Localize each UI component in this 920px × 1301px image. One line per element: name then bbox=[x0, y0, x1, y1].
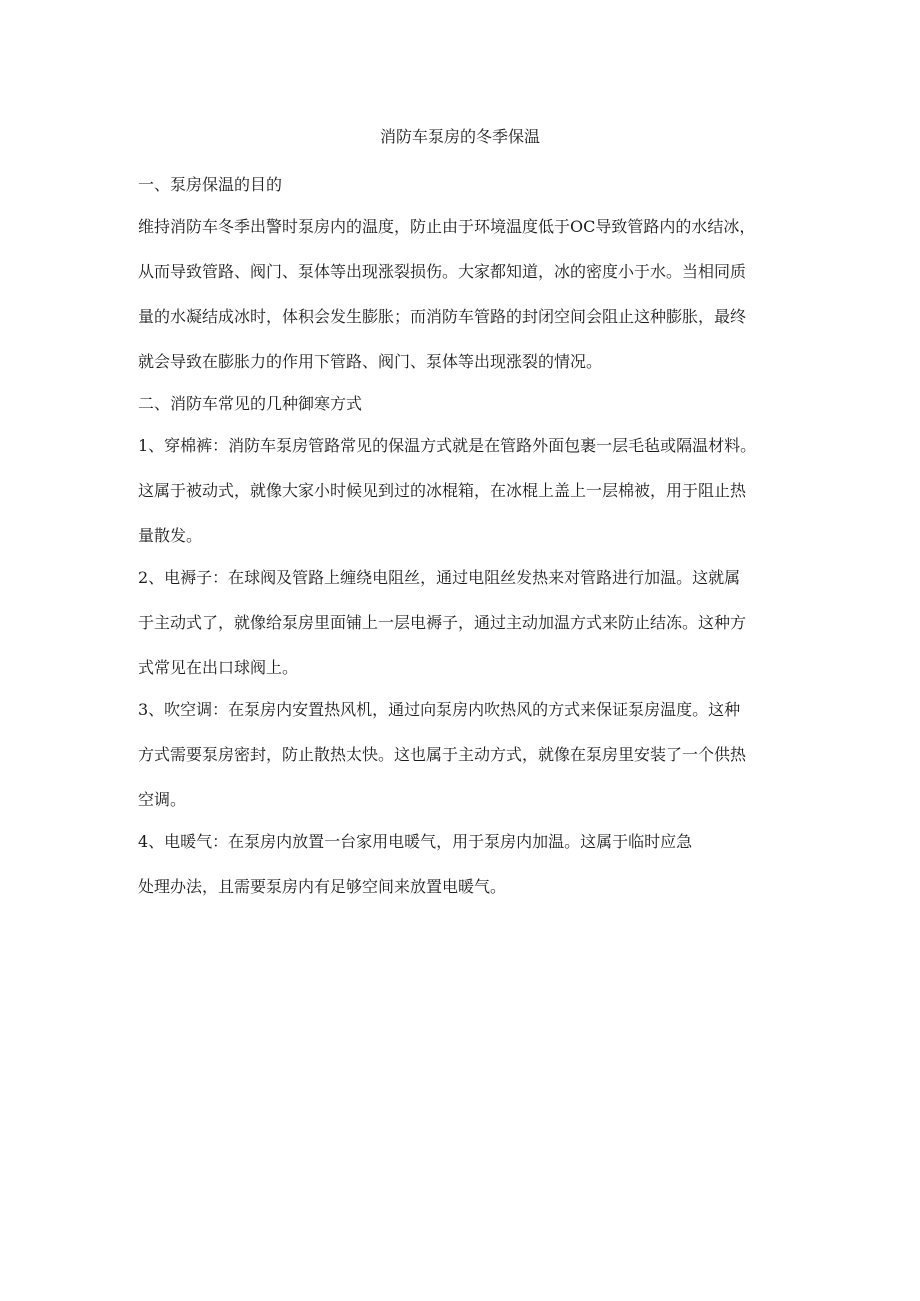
method-item-air-conditioning bbox=[138, 695, 798, 815]
paragraph-line: 处理办法，且需要泵房内有足够空间来放置电暖气。 bbox=[138, 877, 507, 896]
paragraph-line: 这属于被动式，就像大家小时候见到过的冰棍箱，在冰棍上盖上一层棉被，用于阻止热 bbox=[138, 481, 747, 500]
paragraph-line: 4、电暖气：在泵房内放置一台家用电暖气，用于泵房内加温。这属于临时应急 bbox=[138, 832, 693, 851]
paragraph-line: 于主动式了，就像给泵房里面铺上一层电褥子，通过主动加温方式来防止结冻。这种方 bbox=[138, 613, 747, 632]
paragraph-line: 式常见在出口球阀上。 bbox=[138, 658, 299, 677]
paragraph-purpose bbox=[138, 212, 798, 377]
paragraph-line: 就会导致在膨胀力的作用下管路、阀门、泵体等出现涨裂的情况。 bbox=[138, 352, 603, 371]
paragraph-line: 1、穿棉裤：消防车泵房管路常见的保温方式就是在管路外面包裹一层毛毡或隔温材料。 bbox=[138, 436, 757, 455]
method-item-electric-blanket bbox=[138, 563, 798, 683]
paragraph-line: 量散发。 bbox=[138, 526, 203, 545]
method-item-electric-heater bbox=[138, 827, 798, 902]
paragraph-line: 维持消防车冬季出警时泵房内的温度，防止由于环境温度低于OC导致管路内的水结冰， bbox=[138, 217, 756, 236]
paragraph-line: 2、电褥子：在球阀及管路上缠绕电阻丝，通过电阻丝发热来对管路进行加温。这就属 bbox=[138, 568, 741, 587]
paragraph-line: 从而导致管路、阀门、泵体等出现涨裂损伤。大家都知道，冰的密度小于水。当相同质 bbox=[138, 262, 747, 281]
section-heading-purpose: 一、泵房保温的目的 bbox=[138, 175, 283, 194]
paragraph-line: 空调。 bbox=[138, 790, 187, 809]
document-title: 消防车泵房的冬季保温 bbox=[379, 127, 540, 146]
paragraph-line: 方式需要泵房密封，防止散热太快。这也属于主动方式，就像在泵房里安装了一个供热 bbox=[138, 745, 747, 764]
paragraph-line: 量的水凝结成冰时，体积会发生膨胀；而消防车管路的封闭空间会阻止这种膨胀，最终 bbox=[138, 307, 747, 326]
section-heading-methods: 二、消防车常见的几种御寒方式 bbox=[138, 394, 363, 413]
document-body bbox=[138, 170, 798, 914]
paragraph-line: 3、吹空调：在泵房内安置热风机，通过向泵房内吹热风的方式来保证泵房温度。这种 bbox=[138, 700, 741, 719]
method-item-cotton-pants bbox=[138, 431, 798, 551]
